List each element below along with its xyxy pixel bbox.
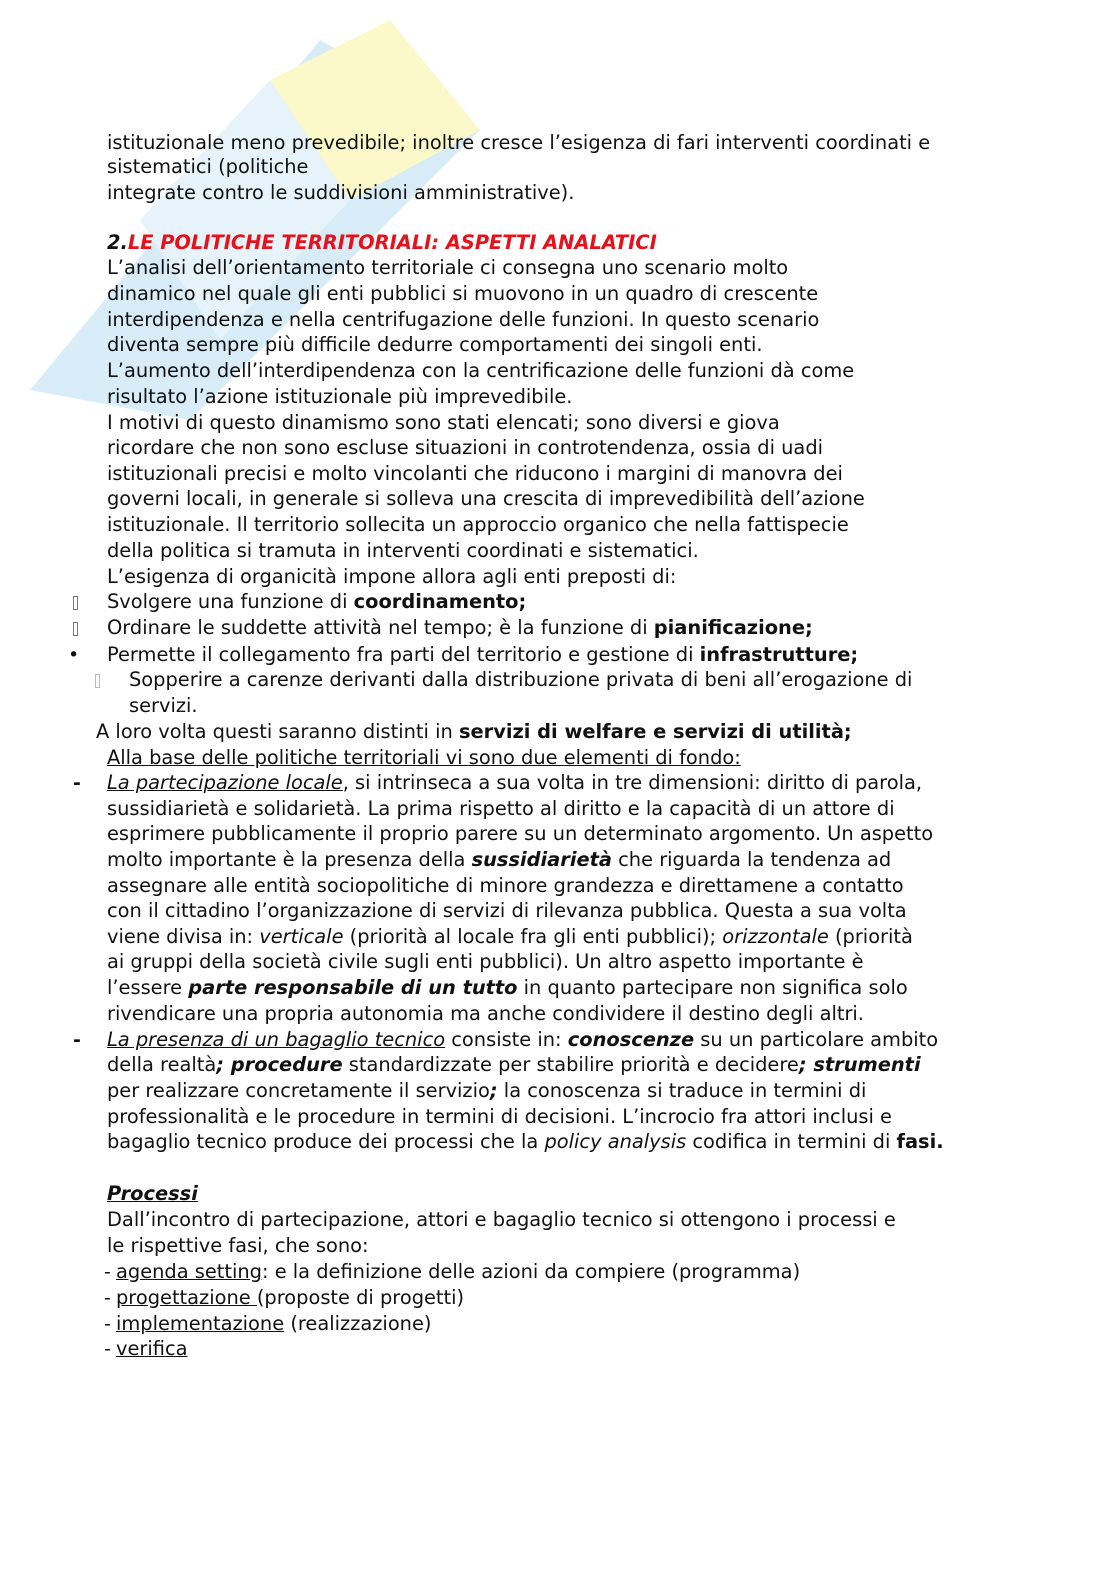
item2-text: bagaglio tecnico produce dei processi che la xyxy=(107,1130,545,1153)
base-elements-line: Alla base delle politiche territoriali vi sono due elementi di fondo: xyxy=(107,746,741,769)
welfare-line xyxy=(96,719,852,745)
intro-line-1: istituzionale meno prevedibile; inoltre cresce l’esigenza di fari interventi coordinati e xyxy=(107,131,931,154)
bullet-bold: coordinamento; xyxy=(353,590,527,613)
item1-text: in quanto partecipare non significa solo xyxy=(517,976,908,999)
process-item xyxy=(116,1311,431,1337)
bullet-item-line-2: servizi. xyxy=(129,694,198,717)
heading-title: LE POLITICHE TERRITORIALI: ASPETTI ANALATICI xyxy=(127,231,657,254)
item1-line-8: ai gruppi della società civile sugli enti pubblici). Un altro aspetto importante è xyxy=(107,950,864,973)
process-item-name: implementazione xyxy=(116,1312,285,1335)
bullet-dot-icon: • xyxy=(68,644,80,666)
bullet-item xyxy=(107,589,526,615)
paragraph-line: ricordare che non sono escluse situazioni in controtendenza, ossia di uadi xyxy=(107,436,824,459)
process-item xyxy=(116,1259,800,1285)
item1-line-10: rivendicare una propria autonomia ma anche condividere il destino degli altri. xyxy=(107,1002,864,1025)
paragraph-line: L’esigenza di organicità impone allora agli enti preposti di: xyxy=(107,565,677,588)
item2-emphasis: conoscenze xyxy=(567,1028,695,1051)
item2-text: codifica in termini di xyxy=(686,1130,897,1153)
item1-text: l’essere xyxy=(107,976,189,999)
paragraph-line: L’aumento dell’interdipendenza con la centrificazione delle funzioni dà come xyxy=(107,359,855,382)
item1-text: molto importante è la presenza della xyxy=(107,848,472,871)
item1-line-6: con il cittadino l’organizzazione di servizi di rilevanza pubblica. Questa a sua volta xyxy=(107,899,907,922)
heading-number: 2. xyxy=(107,231,128,254)
processi-title: Processi xyxy=(107,1182,198,1205)
bullet-text: Permette il collegamento fra parti del territorio e gestione di xyxy=(107,643,700,666)
section-heading xyxy=(107,230,657,256)
processi-line-2: le rispettive fasi, che sono: xyxy=(107,1234,369,1257)
item1-emphasis: sussidiarietà xyxy=(471,848,612,871)
process-item-name: verifica xyxy=(116,1337,188,1360)
welfare-bold: servizi di welfare e servizi di utilità; xyxy=(458,720,852,743)
paragraph-line: istituzionale. Il territorio sollecita un approccio organico che nella fattispecie xyxy=(107,513,849,536)
dash-marker: - xyxy=(104,1313,111,1335)
item1-line-2: sussidiarietà e solidarietà. La prima rispetto al diritto e la capacità di un attore di xyxy=(107,797,895,820)
bullet-item xyxy=(107,642,858,668)
dash-marker: - xyxy=(104,1261,111,1283)
item2-emphasis: ; xyxy=(489,1079,498,1102)
item2-line-1 xyxy=(107,1027,938,1053)
dash-marker: - xyxy=(73,772,81,794)
bullet-item xyxy=(107,615,813,641)
process-item-desc: : e la definizione delle azioni da compiere (programma) xyxy=(262,1260,801,1283)
dash-marker: - xyxy=(73,1029,81,1051)
item1-italic: orizzontale xyxy=(722,925,829,948)
bullet-bold: pianificazione; xyxy=(653,616,813,639)
item1-italic: verticale xyxy=(259,925,344,948)
process-item-desc: (realizzazione) xyxy=(284,1312,432,1335)
item1-line-4 xyxy=(107,847,891,873)
paragraph-line: I motivi di questo dinamismo sono stati elencati; sono diversi e giova xyxy=(107,411,780,434)
paragraph-line: istituzionali precisi e molto vincolanti che riducono i margini di manovra dei xyxy=(107,462,843,485)
paragraph-line: della politica si tramuta in interventi coordinati e sistematici. xyxy=(107,539,699,562)
bullet-item-line-1: Sopperire a carenze derivanti dalla distribuzione privata di beni all’erogazione di xyxy=(129,668,913,691)
dash-marker: - xyxy=(104,1287,111,1309)
item2-italic: policy analysis xyxy=(544,1130,687,1153)
item2-emphasis: ; strumenti xyxy=(798,1053,921,1076)
process-item-desc: (proposte di progetti) xyxy=(256,1286,465,1309)
item2-line-5 xyxy=(107,1129,944,1155)
welfare-text: A loro volta questi saranno distinti in xyxy=(96,720,459,743)
bullet-box-icon xyxy=(73,596,78,610)
process-item-name: progettazione xyxy=(116,1286,257,1309)
process-item xyxy=(116,1285,464,1311)
item2-text: della realtà xyxy=(107,1053,217,1076)
item1-text: , si intrinseca a sua volta in tre dimensioni: diritto di parola, xyxy=(342,771,923,794)
item1-head: La partecipazione locale xyxy=(107,771,343,794)
paragraph-line: diventa sempre più difficile dedurre comportamenti dei singoli enti. xyxy=(107,333,763,356)
item1-line-1 xyxy=(107,770,922,796)
intro-line-2: sistematici (politiche xyxy=(107,155,309,178)
item2-line-2 xyxy=(107,1052,921,1078)
item2-emphasis: fasi. xyxy=(896,1130,944,1153)
item1-text: (priorità xyxy=(828,925,913,948)
item2-text: standardizzate per stabilire priorità e decidere xyxy=(342,1053,799,1076)
item1-line-5: assegnare alle entità sociopolitiche di minore grandezza e direttamene a contatto xyxy=(107,874,904,897)
processi-line-1: Dall’incontro di partecipazione, attori e bagaglio tecnico si ottengono i processi e xyxy=(107,1208,896,1231)
bullet-bold: infrastrutture; xyxy=(699,643,859,666)
paragraph-line: interdipendenza e nella centrifugazione delle funzioni. In questo scenario xyxy=(107,308,820,331)
bullet-box-icon xyxy=(73,622,78,636)
item1-emphasis: parte responsabile di un tutto xyxy=(188,976,518,999)
intro-line-3: integrate contro le suddivisioni amministrative). xyxy=(107,181,575,204)
item1-line-9 xyxy=(107,975,908,1001)
item2-line-3 xyxy=(107,1078,866,1104)
item2-text: su un particolare ambito xyxy=(694,1028,939,1051)
item2-emphasis: ; procedure xyxy=(216,1053,343,1076)
bullet-text: Ordinare le suddette attività nel tempo; è la funzione di xyxy=(107,616,654,639)
paragraph-line: dinamico nel quale gli enti pubblici si muovono in un quadro di crescente xyxy=(107,282,819,305)
dash-marker: - xyxy=(104,1338,111,1360)
process-item xyxy=(116,1336,188,1362)
paragraph-line: governi locali, in generale si solleva una crescita di imprevedibilità dell’azione xyxy=(107,487,865,510)
item2-text: per realizzare concretamente il servizio xyxy=(107,1079,490,1102)
item2-text: la conoscenza si traduce in termini di xyxy=(497,1079,867,1102)
item1-text: viene divisa in: xyxy=(107,925,260,948)
item2-line-4: professionalità e le procedure in termini di decisioni. L’incrocio fra attori inclusi e xyxy=(107,1105,892,1128)
item1-line-3: esprimere pubblicamente il proprio parere su un determinato argomento. Un aspetto xyxy=(107,822,934,845)
paragraph-line: risultato l’azione istituzionale più imprevedibile. xyxy=(107,385,573,408)
item1-line-7 xyxy=(107,924,913,950)
bullet-box-icon xyxy=(95,674,100,688)
item1-text: (priorità al locale fra gli enti pubblici); xyxy=(343,925,723,948)
paragraph-line: L’analisi dell’orientamento territoriale ci consegna uno scenario molto xyxy=(107,256,789,279)
process-item-name: agenda setting xyxy=(116,1260,262,1283)
item2-text: consiste in: xyxy=(445,1028,568,1051)
bullet-text: Svolgere una funzione di xyxy=(107,590,354,613)
item2-head: La presenza di un bagaglio tecnico xyxy=(107,1028,446,1051)
item1-text: che riguarda la tendenza ad xyxy=(611,848,892,871)
